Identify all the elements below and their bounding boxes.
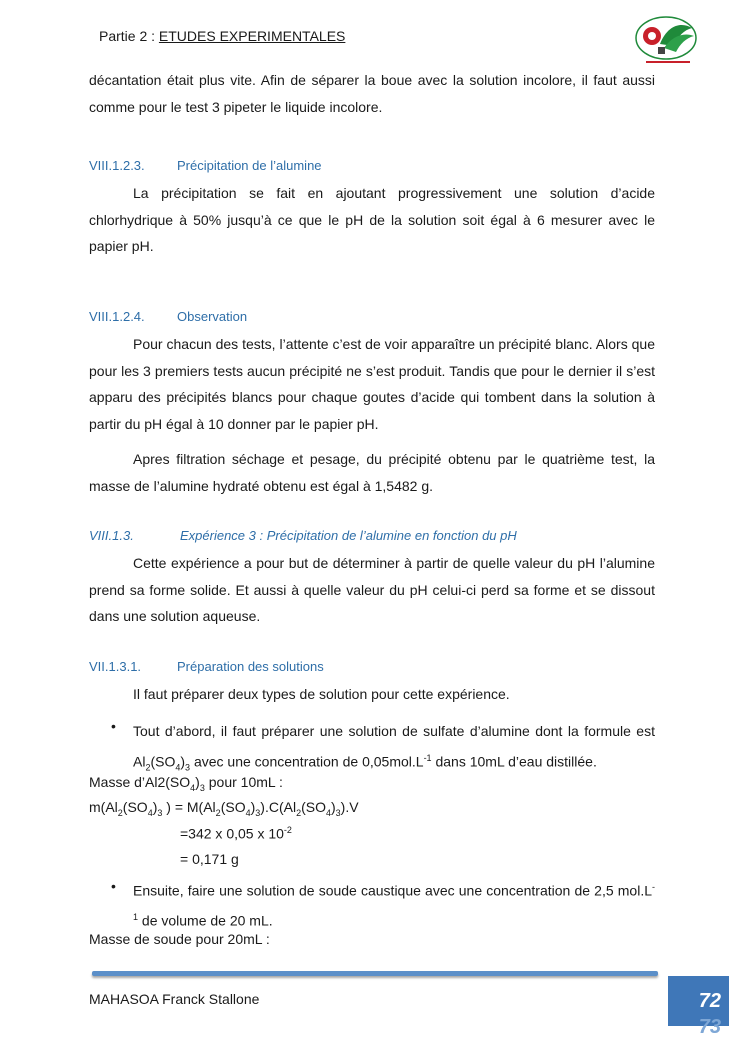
section-number: VII.1.3.1. [89,659,142,674]
section-heading-experience-3 [89,528,517,543]
equation-mass: $m(Al_2(SO_4)_3$ ) = $M(Al_2(SO_4)_3).C(Al_2(SO_4)_3).V$ [89,799,359,818]
equation-result: = 0,171 g [180,851,239,867]
page-number-ghost: 73 [698,1016,721,1038]
institution-logo [632,14,704,64]
header-prefix: Partie 2 : [99,28,159,44]
paragraph-filtration: Apres filtration séchage et pesage, du précipité obtenu par le quatrième test, la masse de l’alumine hydraté obtenu est égal à 1,5482 g. [89,451,655,494]
page-number-box [668,976,729,1038]
equation-calculation: =342 x 0,05 x $10^{-2}$ [180,825,292,842]
section-heading-preparation [89,659,324,674]
header-title: ETUDES EXPERIMENTALES [158,28,346,44]
section-number: VIII.1.3. [89,528,134,543]
page-header [99,28,345,44]
page-number: 72 [698,990,721,1012]
bullet-marker: • [111,718,116,734]
bullet-item-soude: Ensuite, faire une solution de soude caustique avec une concentration de 2,5 $mol.L^{-1}$ de volume de 20 mL. [133,882,655,929]
section-title: Préparation des solutions [177,659,324,674]
section-heading-observation [89,309,247,324]
paragraph-observation: Pour chacun des tests, l’attente c’est de voir apparaître un précipité blanc. Alors que pour les 3 premiers tests aucun précipité ne s’est produit. Tandis que pour le dernier il s’est apparu des précipités blancs pour chaque goutes d’acide qui tombent dans la solution à partir du pH égal à 10 donner par le papier pH. [89,336,655,432]
bullet-item-sulfate: Tout d’abord, il faut préparer une solution de sulfate d’alumine dont la formule est $Al_2(SO_4)_3$ avec une concentration de $0,05mol.L^{-1}$ dans 10mL d’eau distillée. [133,723,655,772]
paragraph-solution-types: Il faut préparer deux types de solution pour cette expérience. [133,686,510,702]
paragraph-experience-goal: Cette expérience a pour but de déterminer à partir de quelle valeur du pH l’alumine prend sa forme solide. Et aussi à quelle valeur du pH celui-ci perd sa forme et se dissout dans une solution aqueuse. [89,555,655,624]
section-heading-precipitation [89,158,322,173]
footer-author: MAHASOA Franck Stallone [89,991,260,1007]
mass-soude-line: Masse de soude pour 20mL : [89,931,270,947]
section-number: VIII.1.2.3. [89,158,145,173]
section-title: Précipitation de l’alumine [177,158,322,173]
paragraph-decantation: décantation était plus vite. Afin de séparer la boue avec la solution incolore, il faut aussi comme pour le test 3 pipeter le liquide incolore. [89,72,655,115]
section-title: Expérience 3 : Précipitation de l’alumine en fonction du pH [180,528,517,543]
bullet-marker: • [111,878,116,894]
footer-divider [92,971,658,976]
mass-sulfate-line: Masse $d’Al2(SO_4)_3$ pour 10mL : [89,774,283,793]
paragraph-precipitation: La précipitation se fait en ajoutant progressivement une solution d’acide chlorhydrique à 50% jusqu’à ce que le pH de la solution soit égal à 6 mesurer avec le papier pH. [89,185,655,254]
section-title: Observation [177,309,248,324]
section-number: VIII.1.2.4. [89,309,145,324]
